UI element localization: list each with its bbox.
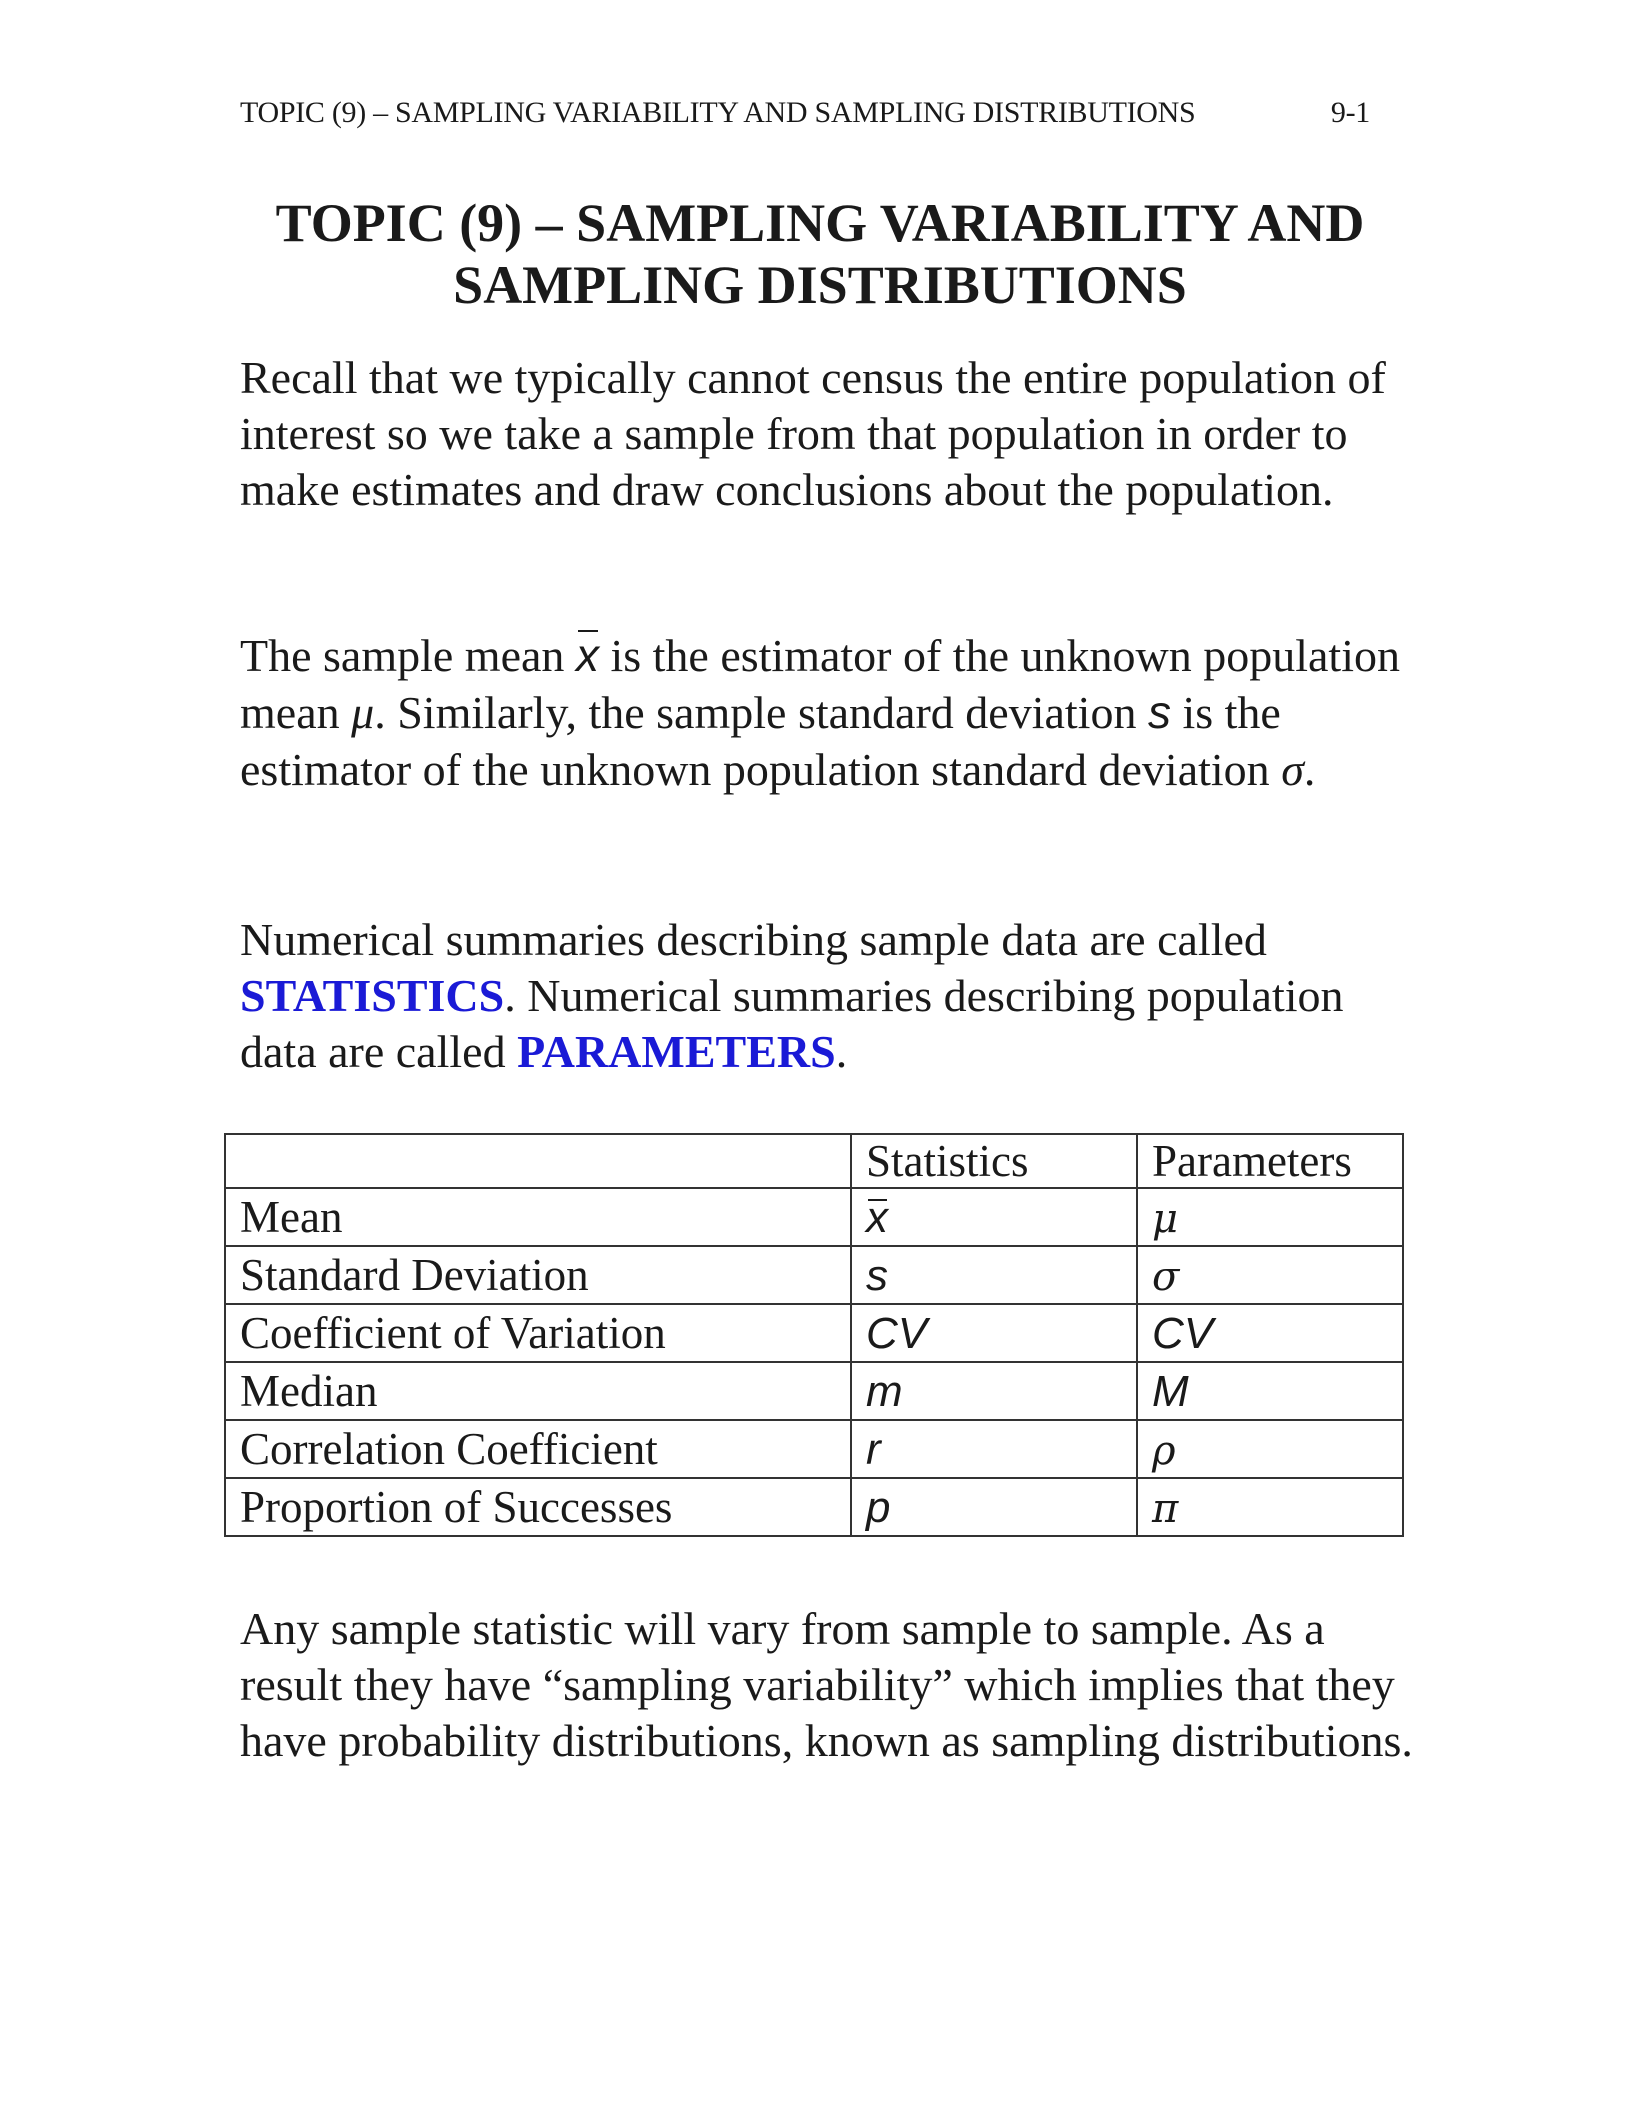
statistic-cell bbox=[851, 1304, 1137, 1362]
s-symbol: s bbox=[1147, 686, 1171, 738]
text-fragment: . Similarly, the sample standard deviation bbox=[374, 687, 1148, 738]
row-label: Mean bbox=[225, 1188, 851, 1246]
table-row bbox=[225, 1188, 1403, 1246]
table-header-statistics: Statistics bbox=[851, 1134, 1137, 1188]
r-symbol: r bbox=[866, 1424, 881, 1474]
statistic-cell bbox=[851, 1362, 1137, 1420]
text-fragment: The sample mean bbox=[240, 630, 576, 681]
mu-symbol: μ bbox=[1152, 1195, 1178, 1242]
s-symbol: s bbox=[866, 1250, 888, 1300]
parameter-cell bbox=[1137, 1304, 1403, 1362]
parameter-cell bbox=[1137, 1420, 1403, 1478]
m-symbol: m bbox=[866, 1366, 903, 1416]
running-header bbox=[240, 96, 1370, 130]
mu-symbol: μ bbox=[351, 687, 375, 738]
text-fragment: . bbox=[835, 1026, 848, 1077]
page-number: 9-1 bbox=[1330, 96, 1370, 129]
row-label: Coefficient of Variation bbox=[225, 1304, 851, 1362]
running-title: TOPIC (9) – SAMPLING VARIABILITY AND SAMPLING DISTRIBUTIONS bbox=[240, 96, 1196, 129]
table-header-cell bbox=[225, 1134, 851, 1188]
cv-symbol: CV bbox=[1152, 1308, 1214, 1358]
paragraph-intro: Recall that we typically cannot census the entire population of interest so we take a sample from that population in order to make estimates and draw conclusions about the population. bbox=[240, 352, 1386, 515]
parameter-cell bbox=[1137, 1362, 1403, 1420]
sigma-symbol: σ bbox=[1281, 744, 1304, 795]
statistic-cell bbox=[851, 1478, 1137, 1536]
table-header-row bbox=[225, 1134, 1403, 1188]
text-fragment: . bbox=[1303, 744, 1316, 795]
page-title-line-1: TOPIC (9) – SAMPLING VARIABILITY AND bbox=[275, 193, 1365, 253]
table-row bbox=[225, 1304, 1403, 1362]
page-title bbox=[200, 192, 1440, 316]
paragraph-estimators bbox=[240, 627, 1420, 798]
statistics-parameters-table bbox=[224, 1133, 1404, 1537]
text-fragment: . Numerical summaries describing population data are called bbox=[240, 970, 1344, 1077]
statistic-cell bbox=[851, 1246, 1137, 1304]
xbar-symbol: x bbox=[576, 627, 599, 684]
table-row bbox=[225, 1420, 1403, 1478]
page-title-line-2: SAMPLING DISTRIBUTIONS bbox=[453, 255, 1187, 315]
xbar-symbol: x bbox=[866, 1192, 888, 1242]
median-symbol: M bbox=[1152, 1366, 1189, 1416]
table-header-parameters: Parameters bbox=[1137, 1134, 1403, 1188]
parameter-cell bbox=[1137, 1246, 1403, 1304]
text-fragment: is the estimator of the unknown population mean bbox=[240, 630, 1400, 738]
keyword-statistics: STATISTICS bbox=[240, 970, 505, 1021]
row-label: Proportion of Successes bbox=[225, 1478, 851, 1536]
table-row bbox=[225, 1362, 1403, 1420]
row-label: Standard Deviation bbox=[225, 1246, 851, 1304]
rho-symbol: ρ bbox=[1152, 1427, 1176, 1474]
pi-symbol: π bbox=[1152, 1485, 1179, 1532]
table-row bbox=[225, 1478, 1403, 1536]
text-fragment: Numerical summaries describing sample data are called bbox=[240, 914, 1267, 965]
cv-symbol: CV bbox=[866, 1308, 928, 1358]
p-symbol: p bbox=[866, 1482, 891, 1532]
keyword-parameters: PARAMETERS bbox=[517, 1026, 836, 1077]
parameter-cell bbox=[1137, 1188, 1403, 1246]
text-fragment: is the estimator of the unknown population standard deviation bbox=[240, 687, 1282, 795]
paragraph-definitions bbox=[240, 912, 1420, 1080]
row-label: Median bbox=[225, 1362, 851, 1420]
parameter-cell bbox=[1137, 1478, 1403, 1536]
table-row bbox=[225, 1246, 1403, 1304]
statistic-cell bbox=[851, 1420, 1137, 1478]
row-label: Correlation Coefficient bbox=[225, 1420, 851, 1478]
statistic-cell bbox=[851, 1188, 1137, 1246]
sigma-symbol: σ bbox=[1152, 1253, 1180, 1300]
paragraph-sampling-variability: Any sample statistic will vary from sample to sample. As a result they have “sampling variability” which implies that they have probability distributions, known as sampling distributions. bbox=[240, 1603, 1413, 1766]
